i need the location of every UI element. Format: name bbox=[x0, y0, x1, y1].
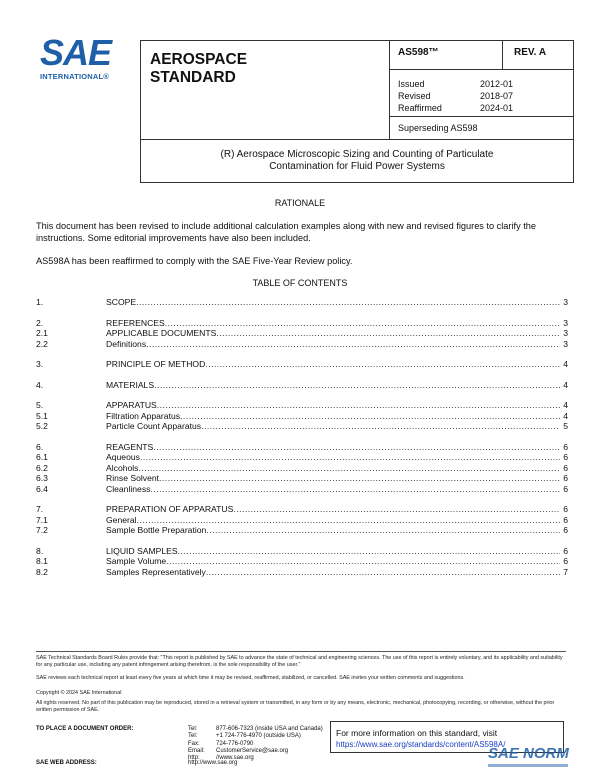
copyright-text: Copyright © 2024 SAE International bbox=[36, 690, 122, 696]
toc-entry-title: LIQUID SAMPLES bbox=[106, 545, 178, 556]
toc-entry[interactable] bbox=[36, 400, 568, 411]
toc-leader-dots bbox=[206, 567, 560, 577]
toc-entry-number: 5.2 bbox=[36, 421, 48, 431]
title-line: Contamination for Fluid Power Systems bbox=[269, 161, 445, 172]
toc-leader-dots bbox=[180, 411, 560, 421]
toc-entry-number: 7.2 bbox=[36, 525, 48, 535]
toc-entry-title: Filtration Apparatus bbox=[106, 410, 181, 421]
date-row: Issued 2012-01 bbox=[398, 79, 513, 89]
toc-entry-page: 3 bbox=[563, 317, 568, 328]
board-rules-text: SAE Technical Standards Board Rules provide that: "This report is published by SAE to advance the state of technical and engineering sciences. The use of this report is entirely voluntary, and its applicability and suitability for any particular use, including any patent infringement arising therefrom, is the sole responsibility of the user." bbox=[36, 655, 563, 668]
toc-entry-title: REFERENCES bbox=[106, 317, 165, 328]
toc-entry-page: 6 bbox=[563, 525, 568, 535]
header-divider bbox=[389, 116, 574, 117]
document-dates bbox=[398, 78, 513, 114]
toc-entry-number: 5.1 bbox=[36, 410, 48, 421]
header-divider bbox=[389, 40, 390, 139]
toc-entry-page: 5 bbox=[563, 421, 568, 431]
contact-label: Tel: bbox=[188, 726, 198, 732]
toc-entry-number: 8.2 bbox=[36, 566, 48, 577]
document-title bbox=[140, 149, 574, 173]
toc-entry-page: 7 bbox=[563, 566, 568, 577]
toc-entry-number: 6. bbox=[36, 441, 44, 452]
toc-entry-page: 3 bbox=[563, 338, 568, 349]
contact-value: //www.sae.org bbox=[216, 755, 254, 762]
toc-leader-dots bbox=[157, 400, 560, 410]
date-row: Reaffirmed 2024-01 bbox=[398, 103, 513, 113]
toc-entry-page: 6 bbox=[563, 462, 568, 473]
toc-leader-dots bbox=[150, 484, 560, 494]
toc-entry-number: 3. bbox=[36, 359, 44, 369]
watermark-underline bbox=[488, 764, 568, 767]
toc-entry-title: Particle Count Apparatus bbox=[106, 421, 202, 431]
toc-entry[interactable] bbox=[36, 484, 568, 495]
toc-entry[interactable] bbox=[36, 339, 568, 350]
toc-entry-title: PREPARATION OF APPARATUS bbox=[106, 504, 234, 514]
rationale-paragraph: This document has been revised to include additional calculation examples along with new and revised figures to clarify the instructions. Some editorial improvements have also been included. bbox=[36, 221, 536, 243]
toc-entry-page: 3 bbox=[563, 297, 568, 307]
toc-entry-title: SCOPE bbox=[106, 297, 137, 307]
toc-entry-title: Alcohols bbox=[106, 462, 139, 473]
toc-entry-page: 6 bbox=[563, 441, 568, 452]
toc-leader-dots bbox=[153, 442, 560, 452]
toc-entry-title: Aqueous bbox=[106, 452, 140, 462]
toc-leader-dots bbox=[140, 452, 560, 462]
toc-entry-number: 6.2 bbox=[36, 462, 48, 473]
toc-entry-title: APPARATUS bbox=[106, 400, 157, 410]
toc-entry-page: 6 bbox=[563, 504, 568, 514]
toc-entry[interactable] bbox=[36, 567, 568, 578]
toc-entry-number: 7.1 bbox=[36, 514, 48, 525]
toc-entry[interactable] bbox=[36, 515, 568, 526]
contact-value: +1 724-776-4970 (outside USA) bbox=[216, 733, 301, 740]
rationale-heading: RATIONALE bbox=[274, 198, 326, 208]
toc-entry-title: REAGENTS bbox=[106, 441, 154, 452]
toc-leader-dots bbox=[166, 556, 560, 566]
toc-entry-number: 6.3 bbox=[36, 473, 48, 483]
title-line: (R) Aerospace Microscopic Sizing and Counting of Particulate bbox=[220, 149, 494, 160]
toc-entry[interactable] bbox=[36, 525, 568, 536]
sae-logo: SAE bbox=[40, 32, 112, 73]
toc-entry-number: 1. bbox=[36, 297, 44, 307]
toc-leader-dots bbox=[201, 421, 560, 431]
toc-entry-number: 2.1 bbox=[36, 328, 48, 338]
toc-entry-page: 6 bbox=[563, 483, 568, 494]
toc-entry-title: Samples Representatively bbox=[106, 566, 206, 577]
toc-entry-number: 4. bbox=[36, 379, 44, 390]
toc-heading: TABLE OF CONTENTS bbox=[252, 278, 348, 288]
toc-entry-page: 6 bbox=[563, 473, 568, 483]
toc-entry[interactable] bbox=[36, 463, 568, 474]
toc-entry-title: Definitions bbox=[106, 338, 147, 349]
contact-label: Tel: bbox=[188, 733, 198, 740]
toc-entry-page: 6 bbox=[563, 556, 568, 566]
contact-value: 877-606-7323 (inside USA and Canada) bbox=[216, 726, 323, 732]
toc-leader-dots bbox=[159, 473, 560, 483]
toc-entry-number: 6.4 bbox=[36, 483, 48, 494]
toc-entry[interactable] bbox=[36, 473, 568, 484]
toc-entry[interactable] bbox=[36, 359, 568, 370]
toc-entry-title: Rinse Solvent bbox=[106, 473, 160, 483]
toc-entry[interactable] bbox=[36, 411, 568, 422]
more-info-link[interactable]: https://www.sae.org/standards/content/AS598A/ bbox=[336, 740, 506, 749]
toc-entry-number: 2. bbox=[36, 317, 44, 328]
toc-entry-page: 6 bbox=[563, 514, 568, 525]
web-address-value[interactable]: http://www.sae.org bbox=[188, 760, 238, 766]
rights-text: All rights reserved. No part of this publication may be reproduced, stored in a retrieval system or transmitted, in any form or by any means, electronic, mechanical, photocopying, recording, or otherwise, without the prior written permission of SAE. bbox=[36, 700, 555, 713]
toc-leader-dots bbox=[138, 463, 560, 473]
toc-entry-page: 4 bbox=[563, 410, 568, 421]
toc-entry[interactable] bbox=[36, 318, 568, 329]
contact-value: CustomerService@sae.org bbox=[216, 747, 289, 754]
toc-leader-dots bbox=[137, 515, 560, 525]
toc-entry-number: 6.1 bbox=[36, 452, 48, 462]
toc-entry-page: 4 bbox=[563, 400, 568, 410]
toc-entry-title: Cleanliness bbox=[106, 483, 151, 494]
contact-label: Email: bbox=[188, 747, 205, 754]
header-divider bbox=[140, 139, 574, 140]
contact-label: http: bbox=[188, 755, 200, 762]
toc-leader-dots bbox=[206, 525, 560, 535]
toc-entry[interactable] bbox=[36, 380, 568, 391]
header-divider bbox=[389, 69, 574, 70]
toc-entry-page: 6 bbox=[563, 452, 568, 462]
toc-leader-dots bbox=[233, 504, 560, 514]
toc-entry[interactable] bbox=[36, 556, 568, 567]
toc-entry[interactable] bbox=[36, 442, 568, 453]
toc-leader-dots bbox=[136, 297, 560, 307]
contact-label: Fax: bbox=[188, 740, 200, 747]
toc-entry-page: 4 bbox=[563, 359, 568, 369]
revision-label: REV. A bbox=[514, 47, 547, 58]
toc-entry[interactable] bbox=[36, 297, 568, 308]
toc-leader-dots bbox=[216, 328, 560, 338]
document-type-line: AEROSPACE bbox=[150, 51, 248, 68]
watermark-logo: SAE NORM bbox=[488, 745, 569, 762]
toc-entry[interactable] bbox=[36, 504, 568, 515]
toc-entry-number: 5. bbox=[36, 400, 44, 410]
toc-entry[interactable] bbox=[36, 546, 568, 557]
toc-entry-title: Sample Volume bbox=[106, 556, 167, 566]
contact-value: 724-776-0790 bbox=[216, 740, 254, 747]
rationale-paragraph: AS598A has been reaffirmed to comply with the SAE Five-Year Review policy. bbox=[36, 256, 353, 266]
toc-entry-number: 7. bbox=[36, 504, 44, 514]
toc-entry-number: 8.1 bbox=[36, 556, 48, 566]
toc-leader-dots bbox=[146, 339, 560, 349]
superseding-note: Superseding AS598 bbox=[398, 123, 478, 133]
review-text: SAE reviews each technical report at least every five years at which time it may be revised, reaffirmed, stabilized, or cancelled. SAE invites your written comments and suggestions. bbox=[36, 675, 465, 681]
more-info-title: For more information on this standard, visit bbox=[336, 728, 498, 738]
toc-entry[interactable] bbox=[36, 421, 568, 432]
toc-leader-dots bbox=[165, 318, 560, 328]
date-row: Revised 2018-07 bbox=[398, 91, 513, 101]
toc-leader-dots bbox=[205, 359, 560, 369]
sae-logo-subtitle: INTERNATIONAL® bbox=[40, 72, 110, 81]
toc-leader-dots bbox=[178, 546, 560, 556]
toc-entry[interactable] bbox=[36, 328, 568, 339]
document-number: AS598™ bbox=[398, 47, 439, 58]
toc-entry-page: 4 bbox=[563, 379, 568, 390]
document-type-line: STANDARD bbox=[150, 69, 236, 86]
toc-entry-number: 8. bbox=[36, 545, 44, 556]
web-address-label: SAE WEB ADDRESS: bbox=[36, 760, 97, 766]
header-divider bbox=[502, 40, 503, 69]
table-of-contents bbox=[36, 297, 568, 577]
toc-entry[interactable] bbox=[36, 452, 568, 463]
toc-entry-title: Sample Bottle Preparation bbox=[106, 525, 207, 535]
toc-entry-title: MATERIALS bbox=[106, 379, 155, 390]
toc-entry-page: 3 bbox=[563, 328, 568, 338]
toc-entry-title: General bbox=[106, 514, 137, 525]
toc-leader-dots bbox=[154, 380, 560, 390]
toc-entry-page: 6 bbox=[563, 545, 568, 556]
footer-divider bbox=[36, 651, 566, 652]
document-type bbox=[150, 51, 370, 87]
toc-entry-title: APPLICABLE DOCUMENTS bbox=[106, 328, 217, 338]
toc-entry-title: PRINCIPLE OF METHOD bbox=[106, 359, 206, 369]
order-label: TO PLACE A DOCUMENT ORDER: bbox=[36, 726, 134, 732]
toc-entry-number: 2.2 bbox=[36, 338, 48, 349]
